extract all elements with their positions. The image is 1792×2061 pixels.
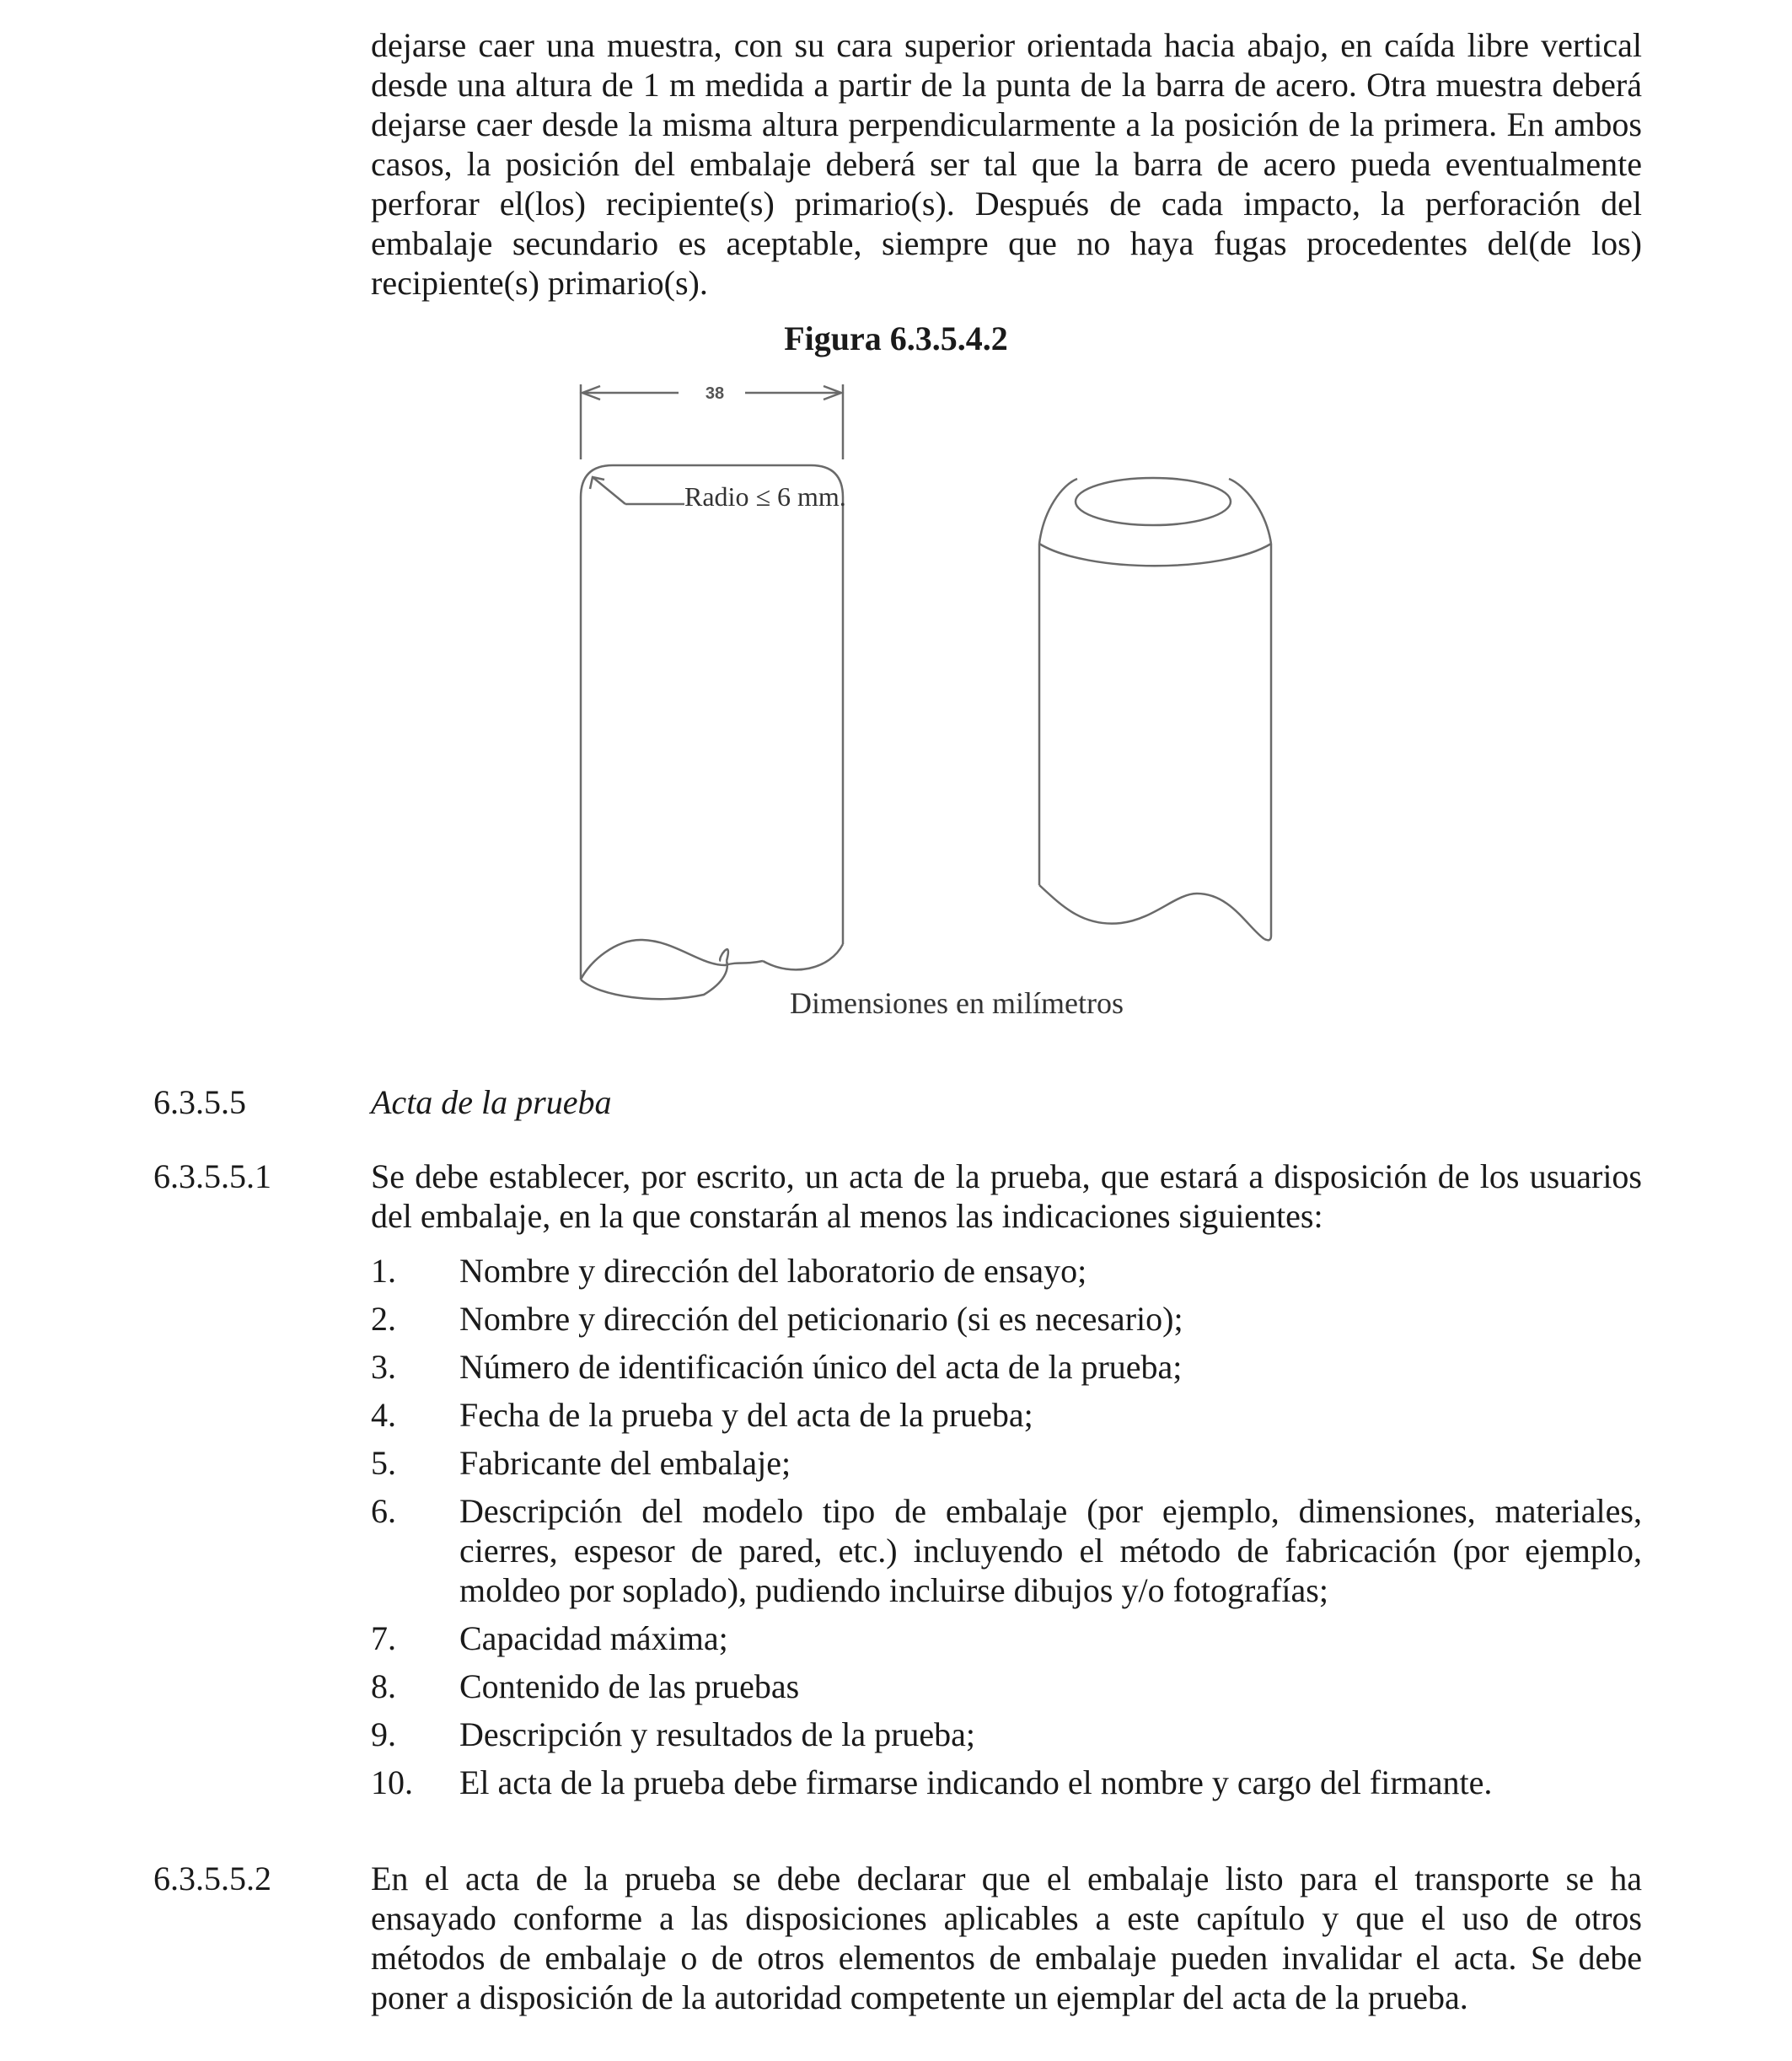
list-item: 6. Descripción del modelo tipo de embalaje (por ejemplo, dimensiones, materiales, cierres, espesor de pared, etc.) incluyendo el método de fabricación (por ejemplo, moldeo por soplado), pudiendo incluirse dibujos y/o fotografías; xyxy=(371,1492,1642,1609)
section-title: Acta de la prueba xyxy=(371,1083,612,1121)
subsection-2-number: 6.3.5.5.2 xyxy=(153,1860,271,1897)
left-bar-outline xyxy=(581,465,843,980)
list-item: 5. Fabricante del embalaje; xyxy=(371,1444,791,1482)
list-item: 8. Contenido de las pruebas xyxy=(371,1667,800,1705)
list-item: 2. Nombre y dirección del peticionario (si es necesario); xyxy=(371,1300,1183,1338)
dimension-label: 38 xyxy=(705,384,725,403)
subsection-2-text: En el acta de la prueba se debe declarar que el embalaje listo para el transporte se ha ensayado conforme a las disposiciones aplicables a este capítulo y que el uso de otros métodos de embalaje o de otros elementos de embalaje pueden invalidar el acta. Se debe poner a disposición de la autoridad competente un ejemplar del acta de la prueba. xyxy=(371,1860,1642,2016)
section-number: 6.3.5.5 xyxy=(153,1083,246,1121)
units-note: Dimensiones en milímetros xyxy=(790,986,1124,1020)
radius-leader-arrow xyxy=(590,477,604,489)
list-item: 9. Descripción y resultados de la prueba; xyxy=(371,1715,976,1753)
list-item: 1. Nombre y dirección del laboratorio de ensayo; xyxy=(371,1252,1087,1290)
radius-label: Radio ≤ 6 mm. xyxy=(684,481,846,512)
right-bar-shoulder xyxy=(1039,479,1271,544)
right-bar-side-right xyxy=(1264,544,1271,940)
list-item: 10. El acta de la prueba debe firmarse indicando el nombre y cargo del firmante. xyxy=(371,1763,1493,1801)
list-item: 4. Fecha de la prueba y del acta de la prueba; xyxy=(371,1396,1033,1434)
right-bar-rim xyxy=(1039,544,1271,566)
list-item: 3. Número de identificación único del acta de la prueba; xyxy=(371,1348,1183,1386)
figure-caption: Figura 6.3.5.4.2 xyxy=(784,319,1008,357)
left-bar-break-top xyxy=(720,949,728,961)
left-bar-break-right xyxy=(763,944,843,969)
left-bar-break-lower xyxy=(581,961,727,999)
right-bar-top-ellipse xyxy=(1076,478,1231,525)
list-item: 7. Capacidad máxima; xyxy=(371,1619,728,1657)
report-items-list xyxy=(371,1251,1642,1811)
subsection-1-text: Se debe establecer, por escrito, un acta de la prueba, que estará a disposición de los usuarios del embalaje, en la que constarán al menos las indicaciones siguientes: xyxy=(371,1157,1642,1235)
subsection-1-number: 6.3.5.5.1 xyxy=(153,1157,271,1195)
right-bar-break xyxy=(1039,885,1264,939)
intro-paragraph: dejarse caer una muestra, con su cara superior orientada hacia abajo, en caída libre vertical desde una altura de 1 m medida a partir de la punta de la barra de acero. Otra muestra deberá dejarse caer desde la misma altura perpendicularmente a la posición de la primera. En ambos casos, la posición del embalaje deberá ser tal que la barra de acero pueda eventualmente perforar el(los) recipiente(s) primario(s). Después de cada impacto, la perforación del embalaje secundario es aceptable, siempre que no haya fugas procedentes del(de los) recipiente(s) primario(s). xyxy=(371,26,1642,302)
radius-leader-diagonal xyxy=(593,477,625,504)
left-bar-break-curve xyxy=(581,940,763,980)
